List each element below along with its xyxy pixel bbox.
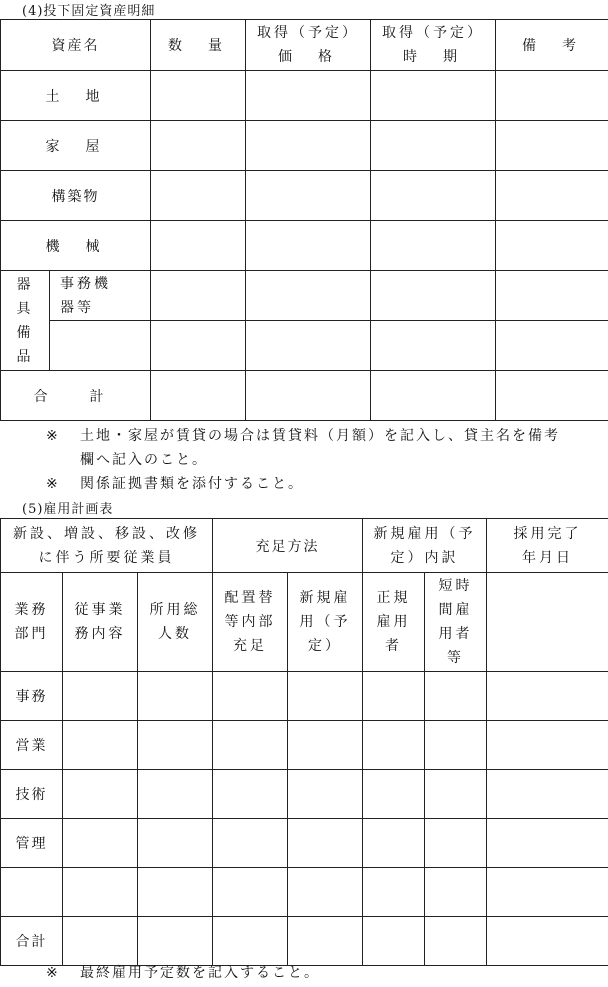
cell[interactable] <box>487 770 608 819</box>
employment-row-sales <box>1 721 608 770</box>
asset-row-land <box>1 71 608 121</box>
note-text: 関係証拠書類を添付すること。 <box>80 476 304 492</box>
total-staff-text: 所用総人数 <box>149 602 201 642</box>
cell[interactable] <box>288 721 363 770</box>
cell[interactable] <box>487 819 608 868</box>
cell[interactable] <box>371 271 496 321</box>
cell[interactable] <box>496 71 608 121</box>
note-text: 欄へ記入のこと。 <box>80 452 208 468</box>
cell[interactable] <box>246 271 371 321</box>
cell[interactable] <box>246 321 371 371</box>
note-mark: ※ <box>46 965 60 981</box>
cell[interactable] <box>246 371 371 421</box>
cell[interactable] <box>288 917 363 966</box>
header-internal-transfer <box>213 573 288 672</box>
cell[interactable] <box>496 221 608 271</box>
cell[interactable] <box>1 868 63 917</box>
cell[interactable] <box>371 321 496 371</box>
row-label-technical: 技術 <box>1 770 63 819</box>
cell[interactable] <box>496 121 608 171</box>
employment-plan-table <box>0 518 608 966</box>
note-evidence <box>0 472 608 496</box>
employment-header-row-1 <box>1 519 608 573</box>
asset-row-fixtures-blank <box>1 321 608 371</box>
cell[interactable] <box>213 721 288 770</box>
employment-row-management <box>1 819 608 868</box>
assets-header-row <box>1 20 608 71</box>
required-staff-text: 新設、増設、移設、改修に伴う所要従業員 <box>13 525 200 566</box>
employment-header-row-2 <box>1 573 608 672</box>
cell[interactable] <box>50 321 151 371</box>
header-acq-price-line1: 取得（予定） <box>257 25 359 41</box>
cell[interactable] <box>213 770 288 819</box>
header-new-hire <box>288 573 363 672</box>
cell[interactable] <box>496 321 608 371</box>
row-label-land: 土 地 <box>1 71 151 121</box>
cell[interactable] <box>288 868 363 917</box>
asset-row-total <box>1 371 608 421</box>
cell[interactable] <box>363 672 425 721</box>
asset-row-building <box>1 121 608 171</box>
row-label-office-equipment <box>50 271 151 321</box>
new-hire-breakdown-text: 新規雇用（予定）内訳 <box>373 525 476 566</box>
row-label-building: 家 屋 <box>1 121 151 171</box>
cell[interactable] <box>371 371 496 421</box>
fixed-assets-table <box>0 19 608 421</box>
cell[interactable] <box>63 917 138 966</box>
note-mark: ※ <box>46 476 60 492</box>
cell[interactable] <box>363 819 425 868</box>
cell[interactable] <box>138 917 213 966</box>
regular-text: 正規雇用者 <box>376 590 411 654</box>
cell[interactable] <box>371 121 496 171</box>
hire-completion-text: 採用完了年月日 <box>513 525 582 566</box>
cell[interactable] <box>496 271 608 321</box>
note-rental-cont <box>0 448 608 472</box>
cell[interactable] <box>151 221 246 271</box>
cell[interactable] <box>246 171 371 221</box>
cell[interactable] <box>371 71 496 121</box>
note-rental <box>0 424 608 448</box>
section4-title: (4)投下固定資産明細 <box>22 4 156 19</box>
employment-row-total <box>1 917 608 966</box>
note-text: 土地・家屋が賃貸の場合は賃貸料（月額）を記入し、貸主名を備考 <box>80 428 560 444</box>
cell[interactable] <box>151 371 246 421</box>
header-acq-time-line2: 時 期 <box>403 49 463 65</box>
header-quantity: 数 量 <box>151 20 246 71</box>
header-required-staff <box>1 519 213 573</box>
cell[interactable] <box>138 721 213 770</box>
cell[interactable] <box>151 271 246 321</box>
cell[interactable] <box>246 71 371 121</box>
employment-row-technical <box>1 770 608 819</box>
cell[interactable] <box>425 672 487 721</box>
header-hire-completion <box>487 519 608 573</box>
cell[interactable] <box>487 573 608 672</box>
cell[interactable] <box>246 221 371 271</box>
header-regular <box>363 573 425 672</box>
note-mark: ※ <box>46 428 60 444</box>
row-label-structure: 構築物 <box>1 171 151 221</box>
row-label-total: 合計 <box>1 917 63 966</box>
header-remarks: 備 考 <box>496 20 608 71</box>
header-total-staff <box>138 573 213 672</box>
header-part-time <box>425 573 487 672</box>
cell[interactable] <box>151 321 246 371</box>
cell[interactable] <box>487 868 608 917</box>
employment-row-blank <box>1 868 608 917</box>
cell[interactable] <box>138 819 213 868</box>
cell[interactable] <box>371 171 496 221</box>
cell[interactable] <box>363 868 425 917</box>
header-new-hire-breakdown <box>363 519 487 573</box>
cell[interactable] <box>213 819 288 868</box>
cell[interactable] <box>151 171 246 221</box>
cell[interactable] <box>288 819 363 868</box>
cell[interactable] <box>63 868 138 917</box>
cell[interactable] <box>288 672 363 721</box>
cell[interactable] <box>63 721 138 770</box>
header-asset-name: 資産名 <box>1 20 151 71</box>
cell[interactable] <box>213 868 288 917</box>
cell[interactable] <box>425 819 487 868</box>
new-hire-text: 新規雇用（予定） <box>299 590 351 654</box>
employment-row-office <box>1 672 608 721</box>
asset-row-office-equipment <box>1 271 608 321</box>
cell[interactable] <box>487 672 608 721</box>
header-dept <box>1 573 63 672</box>
row-label-fixtures <box>1 271 50 371</box>
cell[interactable] <box>363 770 425 819</box>
fixtures-label-text: 器具備品 <box>16 276 34 365</box>
cell[interactable] <box>151 121 246 171</box>
dept-text: 業務部門 <box>14 602 49 642</box>
cell[interactable] <box>363 721 425 770</box>
cell[interactable] <box>213 917 288 966</box>
row-label-management: 管理 <box>1 819 63 868</box>
office-equipment-label-text: 事務機器等 <box>60 275 111 316</box>
cell[interactable] <box>425 868 487 917</box>
cell[interactable] <box>138 672 213 721</box>
cell[interactable] <box>63 770 138 819</box>
cell[interactable] <box>487 917 608 966</box>
cell[interactable] <box>363 917 425 966</box>
cell[interactable] <box>63 819 138 868</box>
row-label-machinery: 機 械 <box>1 221 151 271</box>
job-content-text: 従事業務内容 <box>74 602 126 642</box>
note-text: 最終雇用予定数を記入すること。 <box>80 965 320 981</box>
cell[interactable] <box>138 770 213 819</box>
cell[interactable] <box>138 868 213 917</box>
internal-transfer-text: 配置替等内部充足 <box>224 590 276 654</box>
cell[interactable] <box>425 721 487 770</box>
row-label-sales: 営業 <box>1 721 63 770</box>
header-acq-price-line2: 価 格 <box>278 49 338 65</box>
asset-row-machinery <box>1 221 608 271</box>
cell[interactable] <box>487 721 608 770</box>
header-job-content <box>63 573 138 672</box>
row-label-office: 事務 <box>1 672 63 721</box>
header-fulfillment: 充足方法 <box>213 519 363 573</box>
cell[interactable] <box>63 672 138 721</box>
header-acq-time-line1: 取得（予定） <box>382 25 484 41</box>
cell[interactable] <box>151 71 246 121</box>
cell[interactable] <box>496 171 608 221</box>
cell[interactable] <box>288 770 363 819</box>
cell[interactable] <box>213 672 288 721</box>
cell[interactable] <box>425 917 487 966</box>
row-label-total: 合 計 <box>1 371 151 421</box>
part-time-text: 短時間雇用者等 <box>438 578 473 666</box>
cell[interactable] <box>496 371 608 421</box>
section5-title: (5)雇用計画表 <box>22 502 114 517</box>
header-acq-time <box>371 20 496 71</box>
header-acq-price <box>246 20 371 71</box>
cell[interactable] <box>371 221 496 271</box>
asset-row-structure <box>1 171 608 221</box>
cell[interactable] <box>425 770 487 819</box>
cell[interactable] <box>246 121 371 171</box>
note-final-count <box>0 961 608 985</box>
